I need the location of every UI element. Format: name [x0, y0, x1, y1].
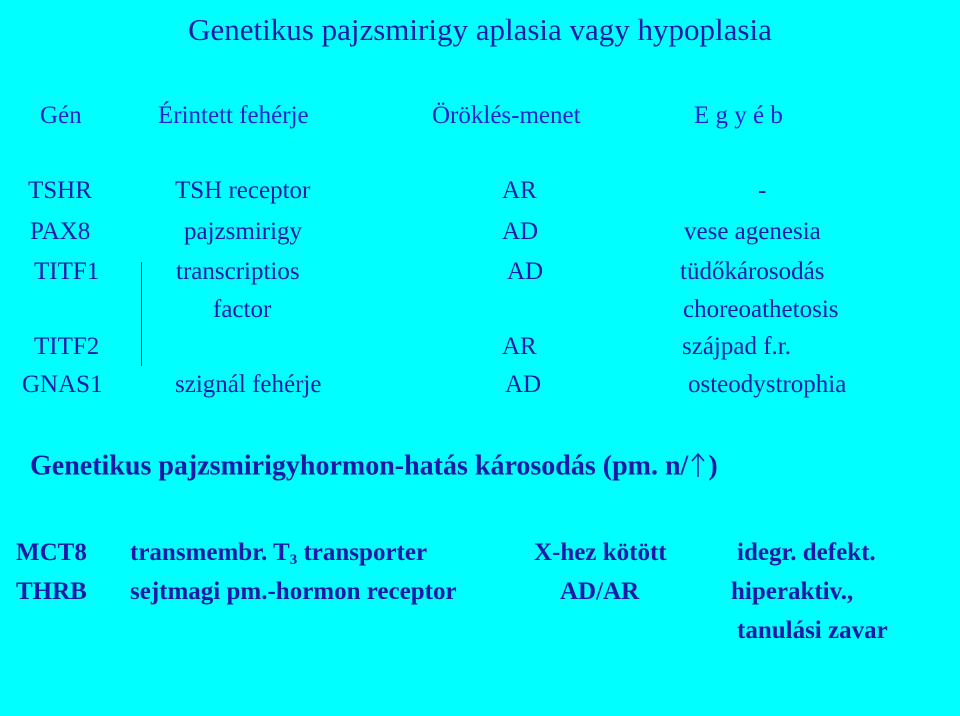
row6-protein: szignál fehérje [175, 371, 322, 398]
up-arrow-icon [690, 452, 706, 484]
row3-other: tüdőkárosodás [680, 258, 825, 285]
row3-gene: TITF1 [34, 258, 100, 285]
section2-title [30, 452, 718, 484]
row6-other: osteodystrophia [688, 371, 847, 398]
row2-gene: PAX8 [30, 218, 91, 245]
s2-row2-other: hiperaktiv., [731, 578, 854, 605]
s2-row2-inheritance: AD/AR [560, 578, 640, 605]
s2-row1-inheritance: X-hez kötött [534, 539, 667, 566]
s2-row1-protein-suffix: transporter [297, 539, 428, 566]
row6-inheritance: AD [505, 371, 542, 398]
row2-inheritance: AD [502, 218, 539, 245]
row3-inheritance: AD [507, 258, 544, 285]
s2-row1-protein [130, 539, 428, 568]
row5-other: szájpad f.r. [682, 333, 791, 360]
s2-row1-other: idegr. defekt. [737, 539, 876, 566]
s2-row1-gene: MCT8 [16, 539, 87, 566]
row4-protein: factor [213, 296, 272, 323]
s2-row2-gene: THRB [16, 578, 87, 605]
s2-row1-protein-prefix: transmembr. T [130, 539, 290, 566]
s2-row3-other: tanulási zavar [737, 617, 888, 644]
row5-inheritance: AR [502, 333, 537, 360]
s2-row2-protein: sejtmagi pm.-hormon receptor [130, 578, 457, 605]
section2-title-prefix: Genetikus pajzsmirigyhormon-hatás károsodás (pm. n/ [30, 450, 689, 482]
row2-other: vese agenesia [684, 218, 821, 245]
row1-other: - [758, 177, 767, 204]
row4-other: choreoathetosis [683, 296, 839, 323]
header-other: E g y é b [694, 102, 783, 129]
row1-gene: TSHR [28, 177, 92, 204]
page-title: Genetikus pajzsmirigy aplasia vagy hypoplasia [188, 12, 772, 47]
row1-inheritance: AR [502, 177, 537, 204]
row6-gene: GNAS1 [22, 371, 103, 398]
bracket-line [141, 262, 142, 366]
s2-row1-protein-sub: 3 [289, 552, 298, 568]
header-gene: Gén [40, 102, 82, 129]
header-protein: Érintett fehérje [158, 102, 309, 129]
row5-gene: TITF2 [34, 333, 100, 360]
header-inheritance: Öröklés-menet [432, 102, 581, 129]
row1-protein: TSH receptor [175, 177, 311, 204]
row3-protein: transcriptios [176, 258, 300, 285]
row2-protein: pajzsmirigy [184, 218, 303, 245]
section2-title-suffix: ) [708, 450, 718, 482]
